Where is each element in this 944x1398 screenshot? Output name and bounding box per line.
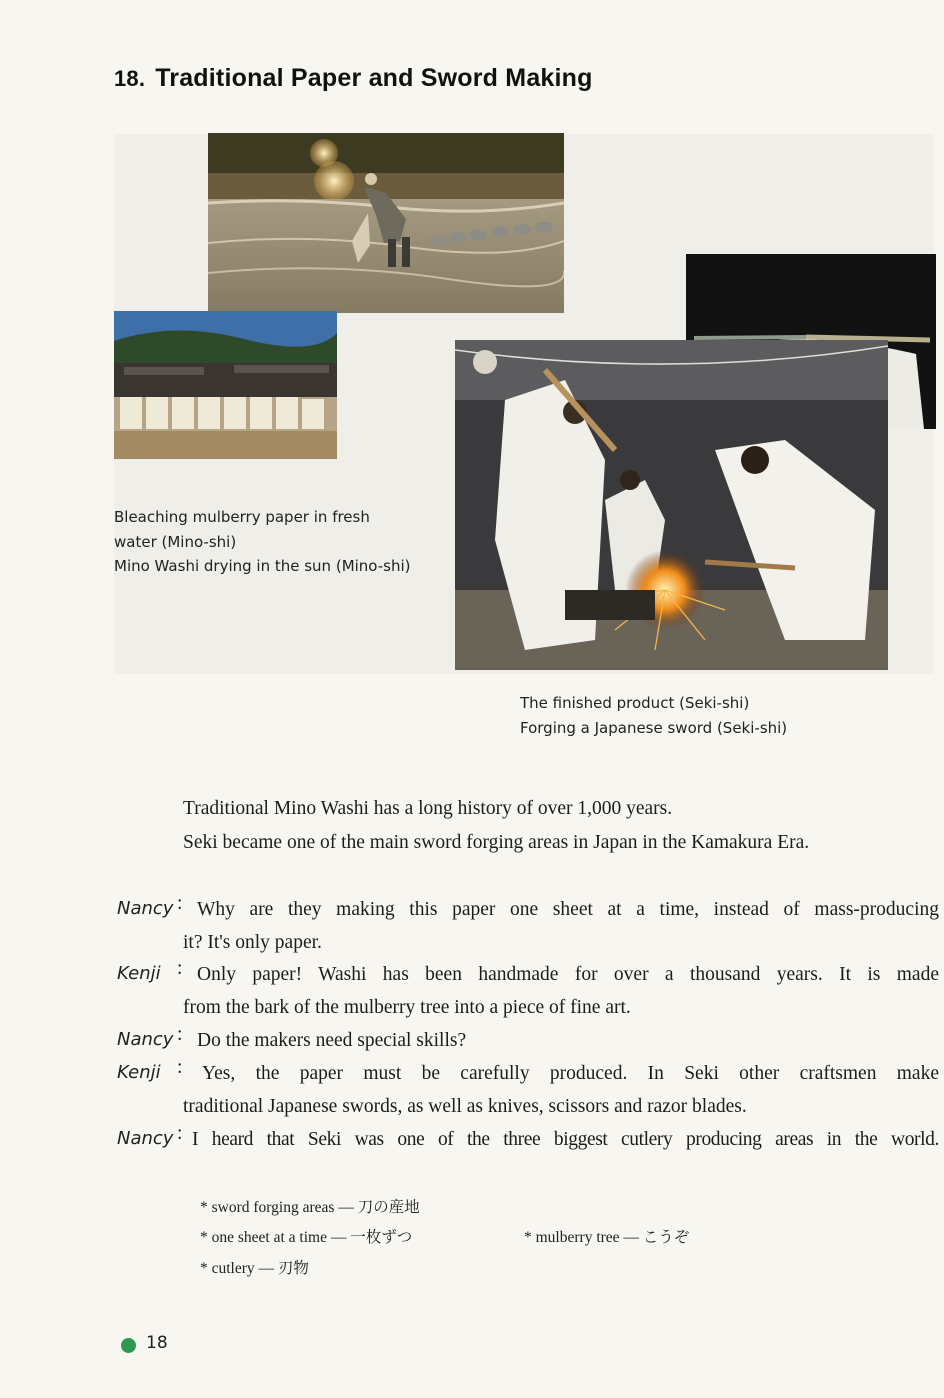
speaker-name: Kenji [117, 963, 161, 984]
caption-left [114, 505, 411, 579]
bleaching-photo [208, 133, 564, 313]
speaker-name: Nancy [117, 1029, 174, 1050]
caption-line: water (Mino-shi) [114, 532, 237, 551]
caption-line: Mino Washi drying in the sun (Mino-shi) [114, 557, 411, 575]
dialogue-line: traditional Japanese swords, as well as knives, scissors and razor blades. [183, 1096, 747, 1117]
dialogue-line: Yes, the paper must be carefully produced. In Seki other craftsmen make [202, 1063, 939, 1084]
chapter-title: Traditional Paper and Sword Making [155, 64, 593, 92]
dialogue-line: Only paper! Washi has been handmade for over a thousand years. It is made [197, 964, 939, 985]
page-number: 18 [146, 1333, 168, 1353]
intro-line: Seki became one of the main sword forging areas in Japan in the Kamakura Era. [183, 832, 810, 853]
chapter-number: 18. [114, 66, 146, 91]
speaker-colon: : [177, 893, 183, 914]
caption-right [520, 691, 787, 740]
caption-line: Forging a Japanese sword (Seki-shi) [520, 718, 788, 737]
page-marker-dot [121, 1338, 136, 1353]
caption-line: The finished product (Seki-shi) [520, 694, 750, 712]
speaker-colon: : [177, 1024, 183, 1045]
drying-photo [114, 311, 337, 459]
glossary-item: * sword forging areas — 刀の産地 [200, 1199, 420, 1216]
dialogue-line: I heard that Seki was one of the three biggest cutlery producing areas in the world. [192, 1129, 939, 1150]
dialogue-line: Do the makers need special skills? [197, 1030, 467, 1051]
page-title [114, 64, 593, 93]
dialogue-line: Why are they making this paper one sheet at a time, instead of mass-producing [197, 899, 939, 920]
dialogue-line: from the bark of the mulberry tree into a piece of fine art. [183, 997, 631, 1018]
glossary-item: * one sheet at a time — 一枚ずつ [200, 1229, 413, 1246]
speaker-name: Kenji [117, 1062, 161, 1083]
speaker-name: Nancy [117, 898, 174, 919]
intro-line: Traditional Mino Washi has a long history of over 1,000 years. [183, 798, 673, 819]
speaker-name: Nancy [117, 1128, 174, 1149]
speaker-colon: : [177, 1057, 183, 1078]
forging-photo [455, 340, 888, 670]
glossary-item: * cutlery — 刃物 [200, 1260, 309, 1277]
glossary-item: * mulberry tree — こうぞ [524, 1229, 690, 1246]
speaker-colon: : [177, 1123, 183, 1144]
caption-line: Bleaching mulberry paper in fresh [114, 508, 370, 526]
dialogue-line: it? It's only paper. [183, 932, 322, 953]
speaker-colon: : [177, 958, 183, 979]
